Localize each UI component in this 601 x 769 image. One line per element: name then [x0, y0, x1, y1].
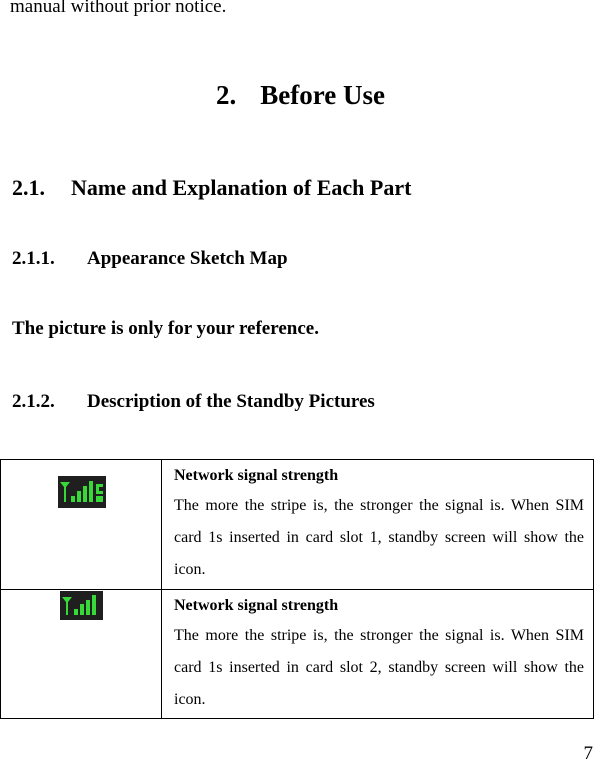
signal-strength-icon: [58, 476, 106, 508]
chapter-number: 2.: [216, 80, 237, 110]
entry-description: The more the stripe is, the stronger the signal is. When SIM card 1s inserted in card slot 1, standby screen will show the icon.: [174, 497, 584, 578]
signal-strength-icon: [60, 591, 103, 620]
description-cell: [174, 464, 584, 586]
entry-description: The more the stripe is, the stronger the signal is. When SIM card 1s inserted in card slot 2, standby screen will show the icon.: [174, 627, 584, 708]
icon-cell: [1, 590, 162, 718]
subsection-number: 2.1.2.: [12, 391, 55, 412]
subsection-title: Description of the Standby Pictures: [87, 391, 375, 412]
subsection-heading-standby: [12, 391, 375, 413]
signal-strength-sim1-icon: [58, 476, 106, 508]
description-cell: [174, 594, 584, 716]
subsection-number: 2.1.1.: [12, 248, 55, 269]
body-text-line: manual without prior notice.: [10, 0, 227, 17]
reference-note: The picture is only for your reference.: [12, 318, 319, 339]
section-number: 2.1.: [12, 175, 45, 200]
page-number: 7: [583, 743, 593, 764]
table-row: [1, 590, 593, 718]
subsection-heading-appearance: [12, 248, 288, 270]
table-row: [1, 460, 593, 590]
icon-cell: [1, 460, 162, 589]
chapter-title: Before Use: [260, 80, 385, 110]
standby-icons-table: [0, 459, 594, 719]
chapter-heading: [0, 80, 601, 111]
entry-title: Network signal strength: [174, 467, 339, 484]
entry-title: Network signal strength: [174, 597, 339, 614]
signal-strength-sim2-icon: [60, 591, 103, 620]
subsection-title: Appearance Sketch Map: [87, 248, 288, 269]
section-heading: [12, 175, 411, 201]
section-title: Name and Explanation of Each Part: [71, 175, 412, 200]
